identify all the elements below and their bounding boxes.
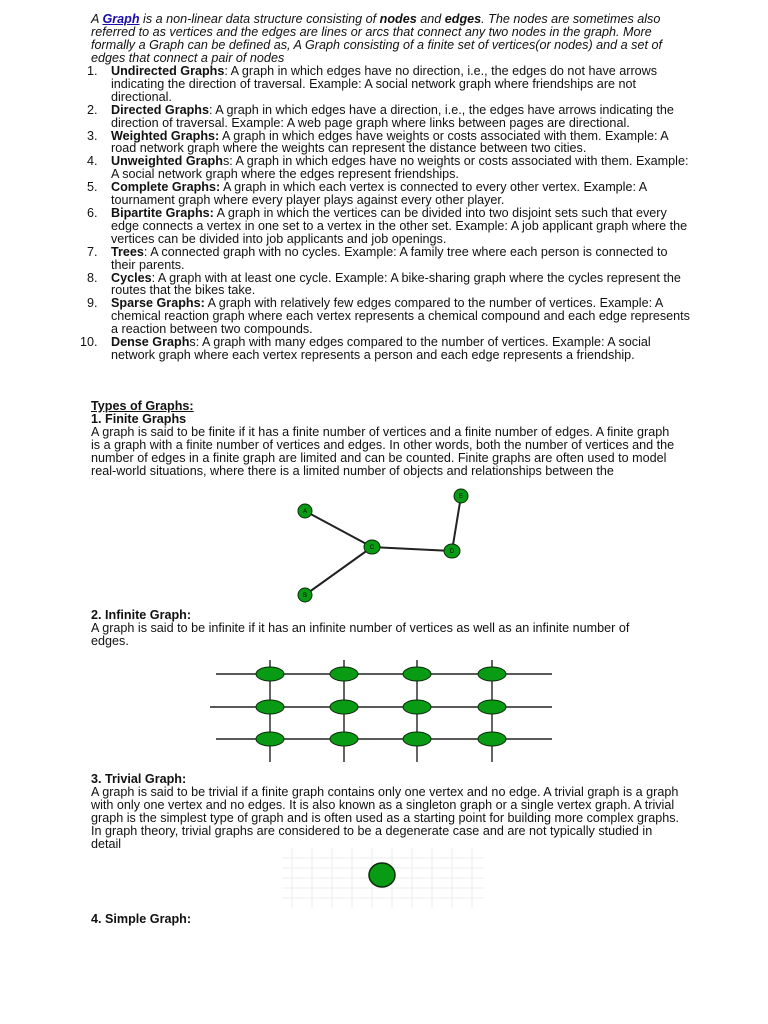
- list-number: 7.: [87, 244, 98, 259]
- intro-edges-term: edges: [444, 12, 482, 26]
- node-label: B: [302, 593, 308, 599]
- list-item: [87, 128, 691, 156]
- graph-types-list: [80, 64, 691, 362]
- graph-node: [478, 667, 506, 681]
- graph-node-e: [454, 489, 468, 503]
- finite-graph-figure: [290, 488, 475, 604]
- list-number: 2.: [87, 102, 98, 117]
- list-item: [87, 296, 691, 337]
- list-number: 6.: [87, 205, 98, 220]
- list-number: 4.: [87, 154, 98, 169]
- intro-nodes-term: nodes: [379, 12, 417, 26]
- list-item: [87, 244, 691, 272]
- list-description: : A graph in which edges have no direction, i.e., the edges do not have arrows indicating the direction of traversal. Example: A social network graph where friendships are not directional.: [111, 64, 658, 104]
- graph-node: [403, 700, 431, 714]
- graph-node: [330, 732, 358, 746]
- node-label: A: [302, 509, 308, 515]
- list-description: : A graph with at least one cycle. Example: A bike-sharing graph where the cycles represent the routes that the bikes take.: [111, 270, 681, 298]
- node-label: C: [369, 545, 375, 551]
- list-number: 1.: [87, 64, 98, 78]
- infinite-graph-heading: 2. Infinite Graph:: [91, 608, 192, 622]
- list-item: [87, 180, 691, 208]
- intro-and: and: [416, 12, 445, 26]
- graph-node: [403, 732, 431, 746]
- intro-text-1: is a non-linear data structure consisting of: [139, 12, 380, 26]
- list-description: A graph in which each vertex is connected to every other vertex. Example: A tournament graph where every player plays against every other player.: [111, 180, 647, 208]
- node-label: D: [449, 549, 455, 555]
- graph-node: [330, 700, 358, 714]
- trivial-graph-figure: [282, 848, 484, 908]
- list-term: Trees: [111, 244, 144, 259]
- intro-paragraph: [91, 13, 691, 65]
- graph-node: [256, 700, 284, 714]
- edge-c-b: [305, 547, 372, 595]
- intro-text-2: . The nodes are sometimes also referred to as vertices and the edges are lines or arcs that connect any two nodes in the graph. More formally a Graph can be defined as, A Graph consisting of a finite set of vertices(or nodes) and a set of edges that connect a pair of nodes: [91, 12, 662, 65]
- graph-node: [478, 732, 506, 746]
- list-number: 9.: [87, 296, 98, 311]
- finite-graph-heading: 1. Finite Graphs: [91, 412, 187, 426]
- types-heading: Types of Graphs:: [91, 399, 194, 413]
- graph-node-d: [444, 544, 460, 558]
- list-number: 8.: [87, 270, 98, 285]
- node-label: E: [458, 494, 464, 500]
- graph-node: [256, 667, 284, 681]
- list-number: 10.: [80, 335, 98, 350]
- edge-d-e: [452, 494, 464, 551]
- graph-node: [256, 732, 284, 746]
- list-item: [87, 205, 691, 246]
- graph-node: [330, 667, 358, 681]
- edge-a-c: [302, 509, 372, 547]
- list-term: Undirected Graphs: [111, 64, 225, 78]
- list-description: : A graph in which edges have a direction, i.e., the edges have arrows indicating the direction of traversal. Example: A web page graph where links between pages are directional.: [111, 102, 674, 130]
- infinite-graph-text: A graph is said to be infinite if it has an infinite number of vertices as well as an infinite number of edges.: [91, 621, 630, 648]
- list-description: A graph in which the vertices can be divided into two disjoint sets such that every edge connects a vertex in one set to a vertex in the other set. Example: A job applicant graph where the vertices can be divided into job applicants and job openings.: [111, 205, 688, 246]
- list-description: A graph in which edges have weights or costs associated with them. Example: A road network graph where the weights can represent the distance between two cities.: [111, 128, 668, 156]
- graph-node-a: [298, 504, 312, 518]
- list-term: Dense Graph: [111, 335, 190, 350]
- graph-node: [403, 667, 431, 681]
- list-term: Cycles: [111, 270, 152, 285]
- list-description: s: A graph with many edges compared to the number of vertices. Example: A social network graph where each vertex represents a person and each edge represents a friendship.: [111, 335, 651, 362]
- list-number: 3.: [87, 128, 98, 143]
- list-item: [87, 64, 691, 104]
- finite-graph-text: A graph is said to be finite if it has a finite number of vertices and a finite number of edges. A finite graph is a graph with a finite number of vertices and edges. In other words, both the number of vertices and the number of edges in a finite graph are limited and can be counted. Finite graphs are often used to model real-world situations, where there is a limited number of objects and relationships between the: [91, 425, 675, 478]
- list-term: Directed Graphs: [111, 102, 209, 117]
- intro-prefix: A: [91, 12, 103, 26]
- list-number: 5.: [87, 180, 98, 195]
- graph-node-c: [364, 540, 380, 554]
- list-description: : A connected graph with no cycles. Example: A family tree where each person is connected to their parents.: [111, 244, 668, 272]
- list-item: [87, 102, 691, 130]
- list-term: Sparse Graphs:: [111, 296, 205, 311]
- infinite-graph-figure: [206, 656, 562, 766]
- simple-graph-heading: 4. Simple Graph:: [91, 912, 192, 926]
- list-description: A graph with relatively few edges compared to the number of vertices. Example: A chemical reaction graph where each vertex represents a chemical compound and each edge represents a reaction between two compounds.: [111, 296, 690, 337]
- list-item: [87, 154, 691, 182]
- list-item: [87, 270, 691, 298]
- graph-link[interactable]: Graph: [102, 12, 140, 26]
- single-vertex-node: [369, 863, 395, 887]
- list-description: s: A graph in which edges have no weights or costs associated with them. Example: A social network graph where the edges represent friendships.: [111, 154, 689, 182]
- graph-node-b: [298, 588, 312, 602]
- edge-c-d: [369, 545, 452, 551]
- list-term: Unweighted Graph: [111, 154, 223, 169]
- list-term: Complete Graphs:: [111, 180, 221, 195]
- list-term: Weighted Graphs:: [111, 128, 220, 143]
- list-term: Bipartite Graphs:: [111, 205, 214, 220]
- trivial-graph-heading: 3. Trivial Graph:: [91, 772, 187, 786]
- trivial-graph-text: A graph is said to be trivial if a finite graph contains only one vertex and no edge. A trivial graph is a graph with only one vertex and no edges. It is also known as a singleton graph or a single vertex graph. A trivial graph is the simplest type of graph and is often used as a starting point for building more complex graphs. In graph theory, trivial graphs are considered to be a degenerate case and are not typically studied in detail: [91, 785, 680, 851]
- list-item: [80, 335, 691, 362]
- graph-node: [478, 700, 506, 714]
